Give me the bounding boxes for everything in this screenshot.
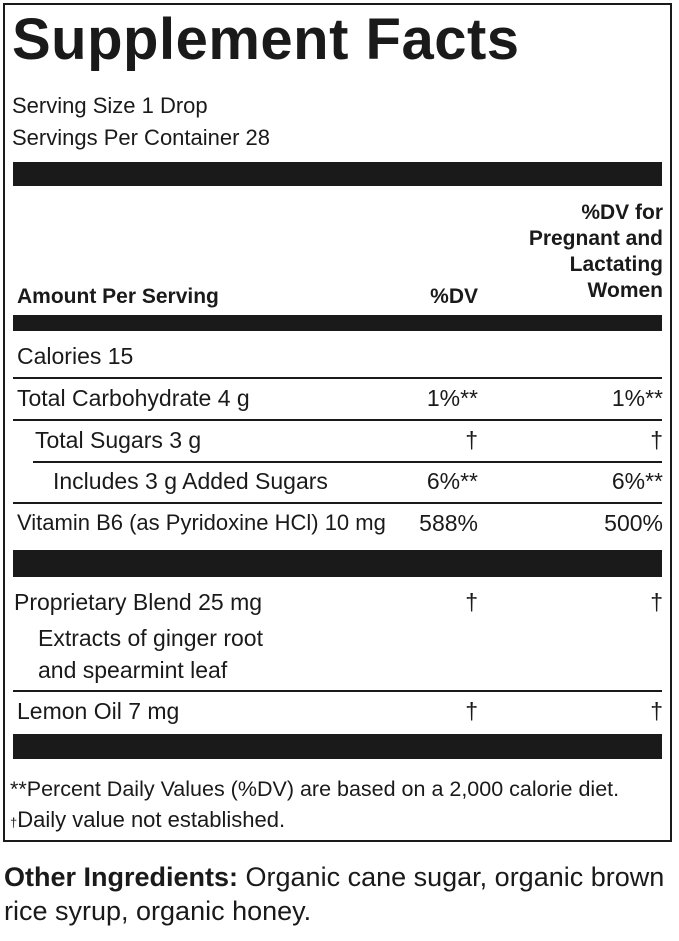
other-ingredients-text: Organic cane sugar, organic brown rice syrup, organic honey. [4, 862, 665, 926]
panel-title: Supplement Facts [12, 7, 520, 72]
row-total-sugars-dv-pregnant: † [650, 427, 663, 453]
row-calories: Calories 15 [17, 343, 134, 369]
row-divider [13, 377, 662, 379]
row-added-sugars-dv-pregnant: 6%** [611, 468, 663, 494]
footnote-not-established [10, 806, 285, 834]
row-lemon-oil: Lemon Oil 7 mg [17, 698, 180, 724]
row-divider [33, 461, 662, 463]
thick-divider [13, 315, 662, 331]
row-total-carbohydrate-dv-pregnant: 1%** [611, 385, 663, 411]
row-total-sugars-dv: † [465, 427, 478, 453]
row-lemon-oil-dv: † [465, 698, 478, 724]
footnote-not-established-text: Daily value not established. [17, 807, 286, 832]
row-proprietary-blend-dv-pregnant: † [650, 589, 663, 615]
row-divider [13, 690, 662, 692]
thick-divider [13, 162, 662, 186]
thick-divider [13, 550, 662, 577]
serving-size: Serving Size 1 Drop [12, 93, 208, 118]
blend-extracts-line-1: Extracts of ginger root [38, 625, 263, 651]
servings-per-container: Servings Per Container 28 [12, 125, 271, 150]
row-lemon-oil-dv-pregnant: † [650, 698, 663, 724]
row-vitamin-b6-dv-pregnant: 500% [604, 510, 663, 536]
other-ingredients-label: Other Ingredients: [4, 862, 239, 892]
row-vitamin-b6: Vitamin B6 (as Pyridoxine HCl) 10 mg [17, 510, 386, 535]
row-added-sugars: Includes 3 g Added Sugars [53, 468, 328, 494]
dv-pregnant-header: %DV for Pregnant and Lactating Women [528, 201, 663, 302]
row-proprietary-blend: Proprietary Blend 25 mg [14, 589, 263, 615]
amount-per-serving-header: Amount Per Serving [17, 285, 219, 308]
row-divider [13, 502, 662, 504]
footnote-percent-dv: **Percent Daily Values (%DV) are based on a 2,000 calorie diet. [10, 777, 620, 801]
dagger-mark: † [10, 815, 18, 830]
row-divider [13, 419, 662, 421]
row-total-carbohydrate-dv: 1%** [426, 385, 478, 411]
row-vitamin-b6-dv: 588% [419, 510, 478, 536]
thick-divider [13, 734, 662, 759]
row-total-sugars: Total Sugars 3 g [35, 427, 202, 453]
dv-header: %DV [430, 285, 478, 308]
other-ingredients [4, 860, 674, 928]
row-total-carbohydrate: Total Carbohydrate 4 g [17, 385, 250, 411]
row-proprietary-blend-dv: † [465, 589, 478, 615]
blend-extracts-line-2: and spearmint leaf [38, 657, 228, 683]
row-added-sugars-dv: 6%** [426, 468, 478, 494]
